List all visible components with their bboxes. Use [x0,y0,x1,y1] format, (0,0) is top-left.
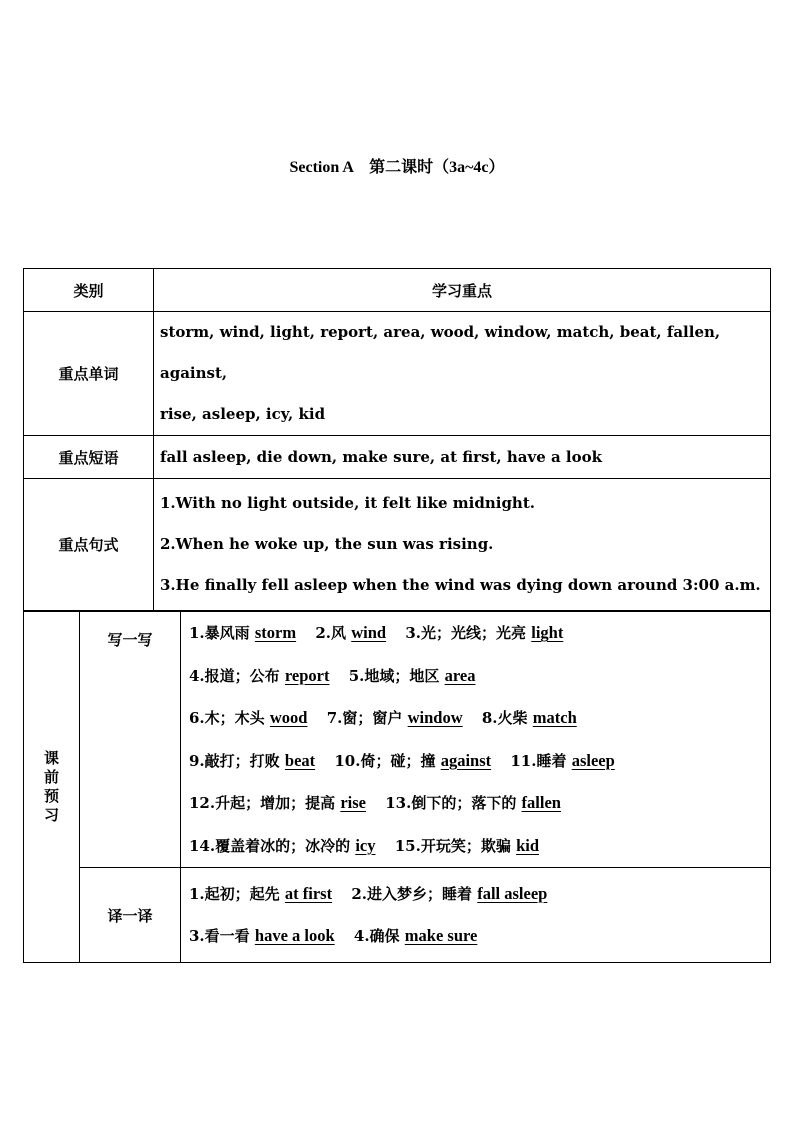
row-category: 重点单词 [24,312,154,436]
write-line [189,782,770,825]
item-answer: fallen [521,793,561,812]
item-prompt: 3.看一看 [189,927,255,945]
item-prompt: 10.倚；碰；撞 [334,751,441,770]
item-prompt: 12.升起；增加；提高 [189,794,341,812]
content-line: rise, asleep, icy, kid [160,405,326,423]
table-row [24,312,771,436]
item-answer: have a look [254,926,335,945]
item-answer: at first [284,883,333,903]
item-answer: window [407,708,463,727]
item-prompt: 5.地域；地区 [348,666,445,685]
header-focus: 学习重点 [154,269,771,312]
row-content [154,312,771,436]
translate-line [189,915,770,958]
translate-row [24,868,771,963]
write-line [189,655,770,698]
item-answer: fall asleep [477,883,548,903]
item-answer: area [444,665,476,685]
item-prompt: 2.进入梦乡；睡着 [351,884,478,903]
item-prompt: 9.敲打；打败 [189,751,285,770]
item-prompt: 4.确保 [353,927,405,945]
side-label-char: 前 [43,768,59,786]
item-answer: kid [516,835,539,855]
item-prompt: 7.窗；窗户 [326,709,408,727]
item-prompt: 2.风 [315,624,352,642]
item-answer: rise [340,793,366,812]
header-category: 类别 [24,269,154,312]
row-content [154,436,771,479]
write-line [189,697,770,740]
content-line: 2.When he woke up, the sun was rising. [160,535,494,553]
table-row [24,479,771,611]
item-answer: wind [351,623,387,642]
page-title: Section A 第二课时（3a~4c） [289,159,505,176]
item-prompt: 11.睡着 [510,751,572,770]
translate-line [189,873,770,916]
item-answer: make sure [404,926,478,945]
side-label [24,612,80,963]
key-points-table [23,268,771,611]
write-label: 写一写 [80,612,181,868]
item-answer: report [284,665,330,685]
item-answer: light [531,623,564,642]
write-row [24,612,771,868]
side-label-char: 课 [43,749,59,767]
side-label-char: 习 [43,806,59,824]
write-line [189,740,770,783]
item-answer: asleep [571,750,615,770]
write-items [181,612,771,868]
item-answer: beat [284,750,316,770]
table-header-row [24,269,771,312]
item-answer: against [440,750,492,770]
item-answer: storm [254,623,297,642]
row-category: 重点句式 [24,479,154,611]
item-answer: match [532,708,577,727]
translate-items [181,868,771,963]
preview-table [23,611,771,963]
item-prompt: 1.起初；起先 [189,884,285,903]
item-prompt: 15.开玩笑；欺骗 [394,836,517,855]
write-line [189,612,770,655]
item-prompt: 1.暴风雨 [189,624,255,642]
item-answer: icy [355,835,376,855]
item-prompt: 8.火柴 [481,709,533,727]
item-prompt: 3.光；光线；光亮 [405,624,532,642]
content-line: storm, wind, light, report, area, wood, window, match, beat, fallen, against, [160,323,721,382]
write-line [189,825,770,868]
row-content [154,479,771,611]
content-line: fall asleep, die down, make sure, at first, have a look [160,447,603,466]
item-prompt: 4.报道；公布 [189,666,285,685]
item-answer: wood [269,708,308,727]
content-line: 3.He finally fell asleep when the wind was dying down around 3:00 a.m. [160,576,761,594]
translate-label: 译一译 [80,868,181,963]
row-category: 重点短语 [24,436,154,479]
content-line: 1.With no light outside, it felt like midnight. [160,494,535,512]
side-label-char: 预 [43,787,59,805]
item-prompt: 13.倒下的；落下的 [385,794,522,812]
item-prompt: 14.覆盖着冰的；冰冷的 [189,836,356,855]
table-row [24,436,771,479]
item-prompt: 6.木；木头 [189,709,270,727]
